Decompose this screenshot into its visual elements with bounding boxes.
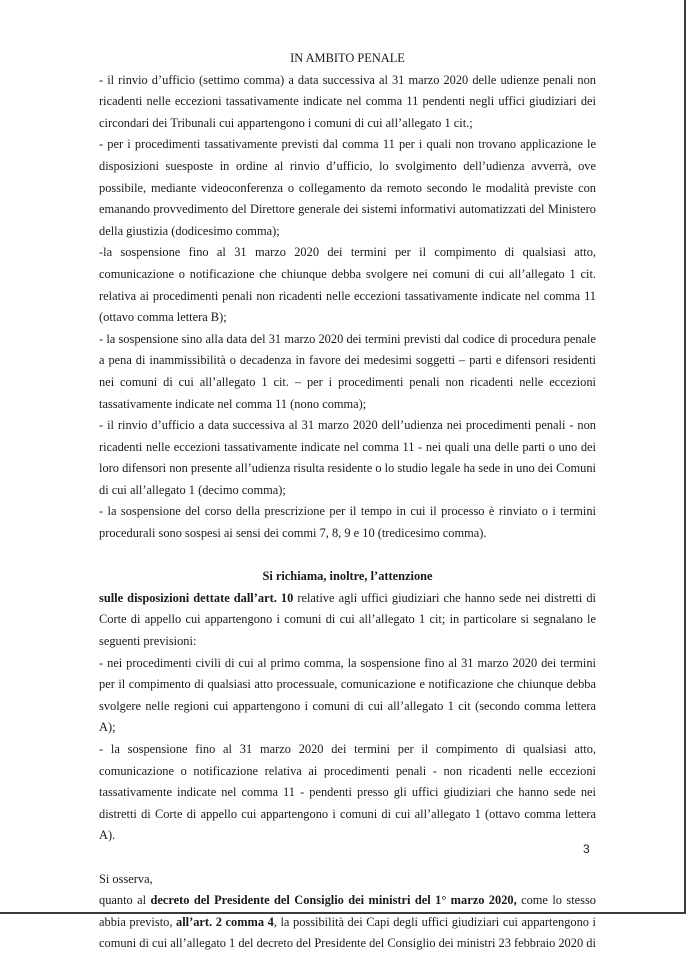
section-2-item-1: - nei procedimenti civili di cui al primo comma, la sospensione fino al 31 marzo 2020 dei termini per il compimento di qualsiasi atto processuale, comunicazione e notificazione che chiunque debba svolgere nelle regioni cui appartengono i comuni di cui all’allegato 1 cit (secondo comma lettera A); <box>99 655 596 735</box>
document-body <box>99 48 596 955</box>
page-number: 3 <box>583 842 590 856</box>
section-3-text-1: quanto al <box>99 893 151 908</box>
section-3-text-2: come lo stesso abbia previsto, <box>99 893 596 929</box>
section-2-lead-bold: sulle disposizioni dettate dall’art. 10 <box>99 590 294 605</box>
section-3-opening: Si osserva, <box>99 871 153 886</box>
paragraph-5: - il rinvio d’ufficio a data successiva al 31 marzo 2020 dell’udienza nei procedimenti penali - non ricadenti nelle eccezioni tassativamente indicate nel comma 11 - nei quali una delle parti o uno dei loro difensori non presente all’udienza risulta residente o lo studio legale ha sede in uno dei Comuni di cui all’allegato 1 (decimo comma); <box>99 418 596 497</box>
paragraph-1: - il rinvio d’ufficio (settimo comma) a data successiva al 31 marzo 2020 delle udienze penali non ricadenti nelle eccezioni tassativamente indicate nel comma 11 pendenti negli uffici giudiziari dei circondari dei Tribunali cui appartengono i comuni di cui all’allegato 1 cit.; <box>99 72 596 130</box>
section-2-item-2: - la sospensione fino al 31 marzo 2020 dei termini per il compimento di qualsiasi atto, comunicazione o notificazione relativa ai procedimenti penali - non ricadenti nelle eccezioni tassativamente indicate nel comma 11 - pendenti presso gli uffici giudiziari che hanno sede nei distretti di Corte di appello cui appartengono i comuni di cui all’allegato 1 (ottavo comma lettera A). <box>99 742 596 843</box>
section-2-lead-rest: relative agli uffici giudiziari che hanno sede nei distretti di Corte di appello cui appartengono i comuni di cui all’allegato 1 cit; in particolare si segnalano le seguenti previsioni: <box>99 590 596 649</box>
section-2-title: Si richiama, inoltre, l’attenzione <box>262 569 433 584</box>
paragraph-2: - per i procedimenti tassativamente previsti dal comma 11 per i quali non trovano applicazione le disposizioni suesposte in ordine al rinvio d’ufficio, lo svolgimento dell’udienza avverrà, ove possibile, mediante videoconferenza o collegamento da remoto secondo le modalità previste con emanando provvedimento del Direttore generale dei sistemi informativi automatizzati del Ministero della giustizia (dodicesimo comma); <box>99 137 596 238</box>
section-3-bold-2: all’art. 2 comma 4 <box>176 914 274 929</box>
paragraph-6: - la sospensione del corso della prescrizione per il tempo in cui il processo è rinviato o i termini procedurali sono sospesi ai sensi dei commi 7, 8, 9 e 10 (tredicesimo comma). <box>99 504 596 541</box>
spacer <box>99 847 596 869</box>
paragraph-3: -la sospensione fino al 31 marzo 2020 dei termini per il compimento di qualsiasi atto, comunicazione o notificazione che chiunque debba svolgere nei comuni di cui all’allegato 1 cit. relativa ai procedimenti penali non ricadenti nelle eccezioni tassativamente indicate nel comma 11 (ottavo comma lettera B); <box>99 245 596 325</box>
section-2-lead <box>99 588 596 653</box>
spacer <box>99 545 596 567</box>
section-heading: IN AMBITO PENALE <box>290 51 405 65</box>
section-3-bold-1: decreto del Presidente del Consiglio dei ministri del 1° marzo 2020, <box>150 893 517 908</box>
section-3-text-3: , la possibilità dei Capi degli uffici giudiziari cui appartengono i comuni di cui all’allegato 1 del decreto del Presidente del Consiglio dei ministri 23 febbraio 2020 di <box>99 914 597 951</box>
section-3-paragraph <box>99 890 596 955</box>
paragraph-4: - la sospensione sino alla data del 31 marzo 2020 dei termini previsti dal codice di procedura penale a pena di inammissibilità o decadenza in favore dei medesimi soggetti – parti e difensori residenti nei comuni di cui all’allegato 1 cit. – per i procedimenti penali non ricadenti nelle eccezioni tassativamente indicate nel comma 11 (nono comma); <box>99 331 596 411</box>
